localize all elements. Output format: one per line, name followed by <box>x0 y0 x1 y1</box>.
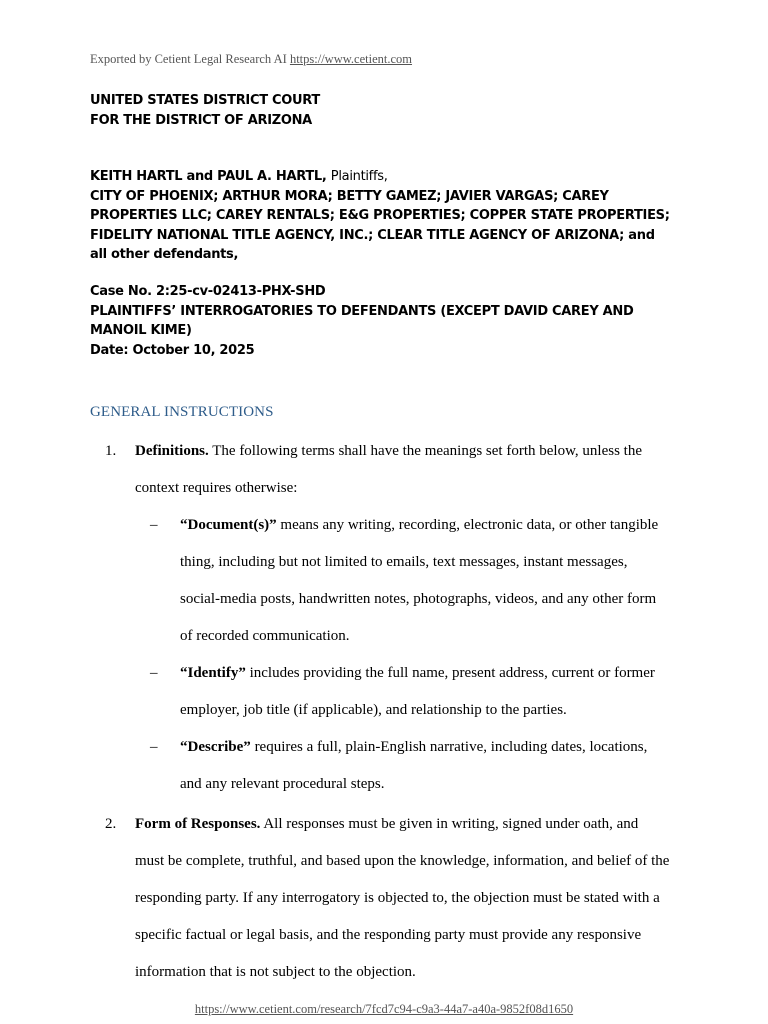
court-heading <box>90 91 670 130</box>
instructions-item-1 <box>90 433 670 803</box>
item-number: 1. <box>105 443 117 459</box>
sub-item-term: “Describe” <box>180 739 251 755</box>
dash-bullet: – <box>150 517 158 533</box>
sub-item-text <box>180 729 670 803</box>
court-name: UNITED STATES DISTRICT COURT <box>90 93 320 108</box>
plaintiffs-line <box>90 167 670 187</box>
sub-item-body: means any writing, recording, electronic data, or other tangible thing, including but not limited to emails, text messages, instant messages, social-media posts, handwritten notes, photographs, videos, and any other form of recorded communication. <box>180 517 659 644</box>
case-number: Case No. 2:25-cv-02413-PHX-SHD <box>90 284 326 299</box>
dash-bullet: – <box>150 739 158 755</box>
sub-item-term: “Document(s)” <box>180 517 277 533</box>
item-body: All responses must be given in writing, signed under oath, and must be complete, truthful, and based upon the knowledge, information, and belief of the responding party. If any interrogatory is objected to, the objection must be stated with a specific factual or legal basis, and the responding party must provide any responsive information that is not subject to the objection. <box>135 816 670 980</box>
parties-block <box>90 167 670 265</box>
court-district: FOR THE DISTRICT OF ARIZONA <box>90 112 312 128</box>
sub-item-body: includes providing the full name, present address, current or former employer, job title (if applicable), and relationship to the parties. <box>180 665 655 718</box>
footer <box>0 1002 768 1017</box>
document-date: Date: October 10, 2025 <box>90 342 255 358</box>
list-item <box>90 433 670 507</box>
research-permalink[interactable]: https://www.cetient.com/research/7fcd7c94-c9a3-44a7-a40a-9852f08d1650 <box>194 1002 574 1016</box>
plaintiffs-role: Plaintiffs, <box>330 169 388 184</box>
sub-item-documents <box>90 507 670 655</box>
item-body: The following terms shall have the meanings set forth below, unless the context requires otherwise: <box>135 443 643 496</box>
cetient-home-link[interactable]: https://www.cetient.com <box>289 52 413 66</box>
list-item <box>90 806 670 991</box>
sub-item-identify <box>90 655 670 729</box>
document-title: PLAINTIFFS’ INTERROGATORIES TO DEFENDANTS (EXCEPT DAVID CAREY AND MANOIL KIME) <box>90 303 634 338</box>
item-term: Form of Responses. <box>135 816 261 832</box>
item-text <box>135 433 670 507</box>
defendants-names: CITY OF PHOENIX; ARTHUR MORA; BETTY GAMEZ; JAVIER VARGAS; CAREY PROPERTIES LLC; CAREY RENTALS; E&G PROPERTIES; COPPER STATE PROPERTIES; FIDELITY NATIONAL TITLE AGENCY, INC.; CLEAR TITLE AGENCY OF ARIZONA; and all other defendants, <box>90 188 670 262</box>
sub-item-text <box>180 507 670 655</box>
sub-item-body: requires a full, plain-English narrative, including dates, locations, and any relevant procedural steps. <box>180 739 648 792</box>
export-notice-text: Exported by Cetient Legal Research AI <box>90 52 287 66</box>
plaintiffs-names: KEITH HARTL and PAUL A. HARTL, <box>90 169 327 184</box>
sub-item-describe <box>90 729 670 803</box>
item-term: Definitions. <box>135 443 209 459</box>
dash-bullet: – <box>150 665 158 681</box>
sub-item-term: “Identify” <box>180 665 246 681</box>
item-text <box>135 806 670 991</box>
section-title: GENERAL INSTRUCTIONS <box>90 404 274 420</box>
item-number: 2. <box>105 816 117 832</box>
instructions-item-2 <box>90 806 670 991</box>
export-notice <box>90 52 412 67</box>
case-block <box>90 282 670 360</box>
sub-item-text <box>180 655 670 729</box>
